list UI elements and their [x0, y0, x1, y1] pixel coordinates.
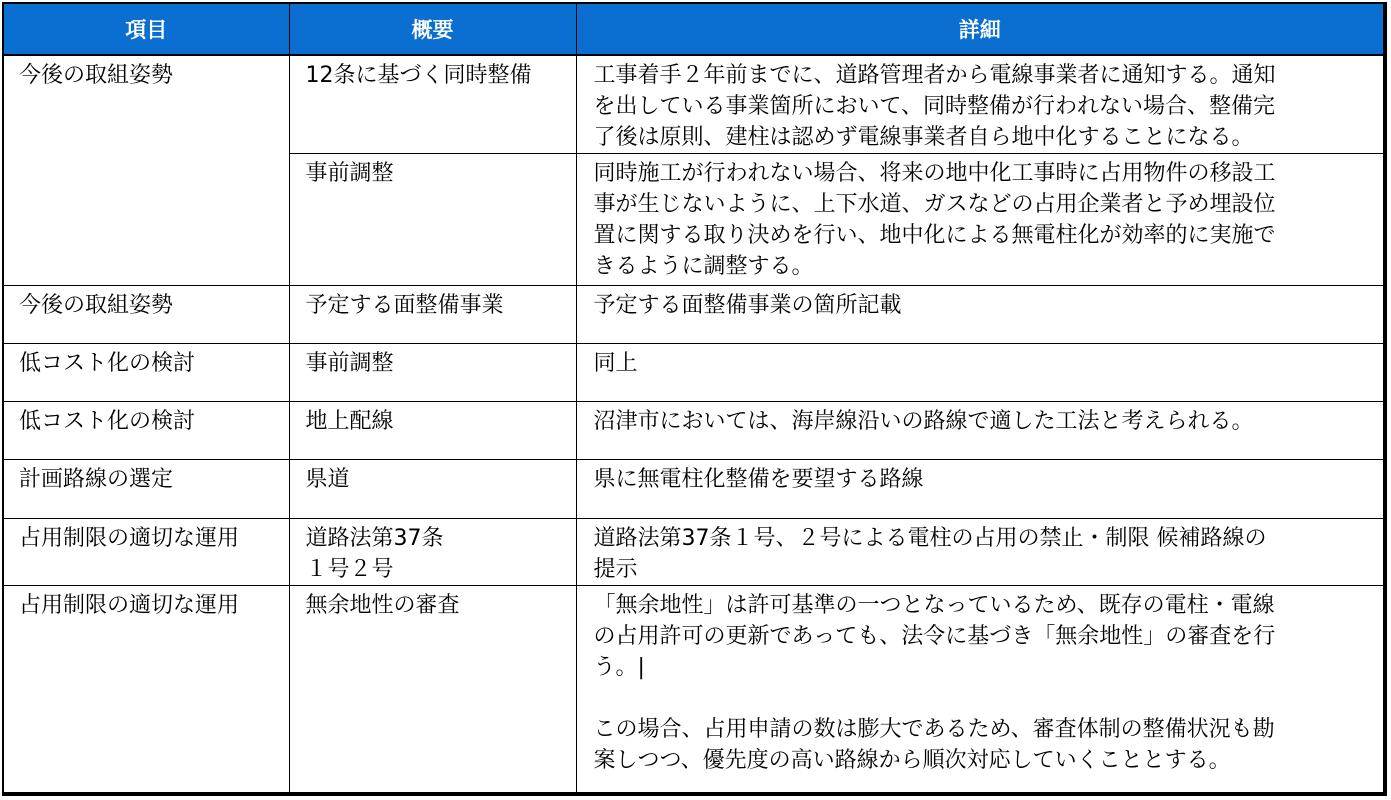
detail-line: 予定する面整備事業の箇所記載: [593, 293, 902, 318]
header-row: [4, 4, 1383, 55]
detail-cell: [576, 586, 1383, 793]
table-row: [4, 460, 1383, 519]
detail-cell: [576, 55, 1383, 154]
summary-cell: 事前調整: [289, 154, 576, 286]
item-cell: 計画路線の選定: [4, 460, 289, 519]
table-frame: [2, 2, 1387, 796]
item-cell: 低コスト化の検討: [4, 344, 289, 402]
summary-cell: 事前調整: [289, 344, 576, 402]
table-row: [4, 519, 1383, 586]
item-cell: 今後の取組姿勢: [4, 286, 289, 344]
summary-cell: 県道: [289, 460, 576, 519]
column-header-summary: 概要: [289, 4, 576, 55]
detail-line: 提示: [593, 557, 638, 582]
data-table: [4, 4, 1383, 792]
detail-cell: [576, 154, 1383, 286]
summary-cell: 予定する面整備事業: [289, 286, 576, 344]
item-cell: 占用制限の適切な運用: [4, 586, 289, 793]
detail-line: 置に関する取り決めを行い、地中化による無電柱化が効率的に実施で: [593, 223, 1276, 248]
item-cell: 今後の取組姿勢: [4, 55, 289, 286]
column-header-item: 項目: [4, 4, 289, 55]
detail-cell: [576, 519, 1383, 586]
detail-line: この場合、占用申請の数は膨大であるため、審査体制の整備状況も勘: [593, 717, 1275, 742]
detail-line: の占用許可の更新であっても、法令に基づき「無余地性」の審査を行: [593, 624, 1276, 649]
summary-cell: 無余地性の審査: [289, 586, 576, 793]
summary-cell: 地上配線: [289, 402, 576, 460]
summary-cell: 12条に基づく同時整備: [289, 55, 576, 154]
detail-line: きるように調整する。: [593, 254, 814, 279]
table-row: [4, 586, 1383, 793]
detail-line: う。|: [593, 655, 645, 680]
summary-line: １号２号: [305, 557, 394, 582]
detail-line: を出している事業箇所において、同時整備が行われない場合、整備完: [593, 94, 1276, 119]
summary-line: 道路法第37条: [305, 526, 444, 551]
detail-line: 了後は原則、建柱は認めず電線事業者自ら地中化することになる。: [593, 125, 1254, 150]
detail-line: 同時施工が行われない場合、将来の地中化工事時に占用物件の移設工: [593, 161, 1276, 186]
detail-line: 工事着手２年前までに、道路管理者から電線事業者に通知する。通知: [593, 63, 1276, 88]
detail-line: 道路法第37条１号、２号による電柱の占用の禁止・制限 候補路線の: [593, 526, 1267, 551]
detail-cell: [576, 344, 1383, 402]
detail-line: 沼津市においては、海岸線沿いの路線で適した工法と考えられる。: [593, 409, 1254, 434]
detail-line: 同上: [593, 351, 638, 376]
detail-line: 「無余地性」は許可基準の一つとなっているため、既存の電柱・電線: [593, 593, 1275, 618]
detail-cell: [576, 402, 1383, 460]
detail-line: 案しつつ、優先度の高い路線から順次対応していくこととする。: [593, 748, 1231, 773]
item-cell: 占用制限の適切な運用: [4, 519, 289, 586]
table-row: [4, 55, 1383, 154]
detail-cell: [576, 286, 1383, 344]
paragraph-gap: [594, 683, 1384, 714]
detail-cell: [576, 460, 1383, 519]
table-row: [4, 286, 1383, 344]
summary-cell: [289, 519, 576, 586]
detail-line: 事が生じないように、上下水道、ガスなどの占用企業者と予め埋設位: [593, 192, 1276, 217]
item-cell: 低コスト化の検討: [4, 402, 289, 460]
table-row: [4, 344, 1383, 402]
table-row: [4, 402, 1383, 460]
column-header-detail: 詳細: [576, 4, 1383, 55]
detail-line: 県に無電柱化整備を要望する路線: [593, 467, 924, 492]
